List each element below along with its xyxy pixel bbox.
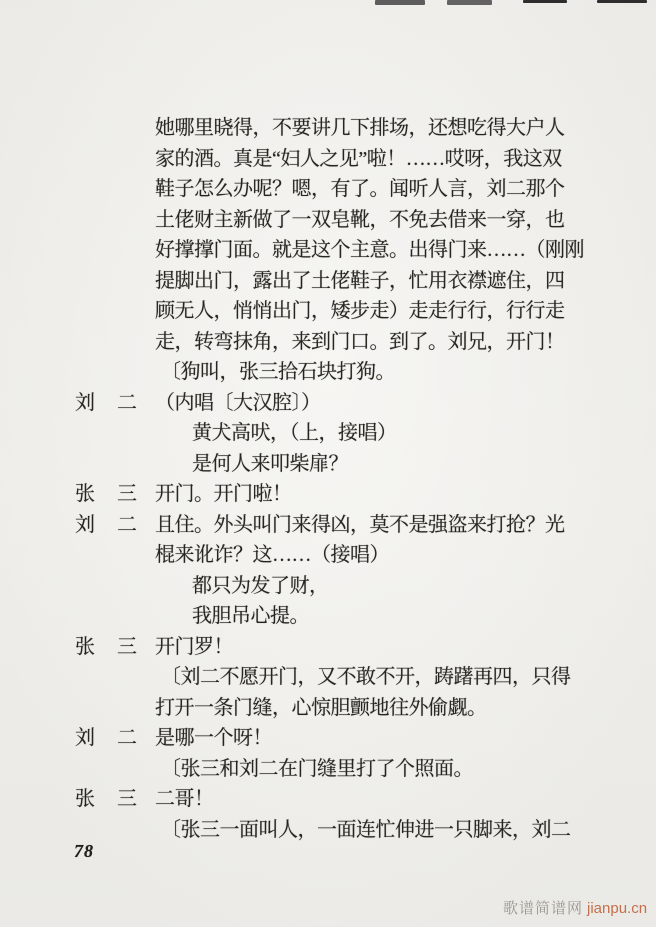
script-line [0,540,656,571]
line-text: 且住。外头叫门来得凶，莫不是强盗来打抢？光 [155,513,565,536]
script-line [0,266,656,297]
speaker-name-char: 张 [75,788,95,810]
script-line [0,327,656,358]
dialogue-line [0,510,656,541]
speaker-name-char: 张 [75,483,95,505]
line-text: 是哪一个呀！ [155,727,272,749]
watermark-site-url: jianpu.cn [587,900,648,917]
script-line [0,174,656,205]
line-text: 是何人来叩柴扉？ [192,452,348,475]
line-text: 〔刘二不愿开门，又不敢不开，踌躇再四，只得 [161,666,571,688]
line-text: 家的酒。真是“妇人之见”啦！……哎呀，我这双 [155,147,562,170]
dialogue-line [0,388,656,419]
line-text: 走，转弯抹角，来到门口。到了。刘兄，开门！ [155,330,565,353]
line-text: 二哥！ [155,788,214,810]
speaker-name-char: 二 [117,391,137,414]
line-text: 打开一条门缝，心惊胆颤地往外偷觑。 [155,696,487,719]
line-text: 〔狗叫，张三拾石块打狗。 [161,361,395,383]
speaker-name-char: 张 [75,635,95,658]
speaker-name-char: 二 [117,513,137,536]
line-text: 都只为发了财， [192,574,329,597]
line-text: 好撑撑门面。就是这个主意。出得门来……（刚刚 [155,239,584,261]
dialogue-line [0,632,656,663]
script-line [0,205,656,236]
cropped-header-mark [447,0,492,5]
line-text: 土佬财主新做了一双皂靴，不免去借来一穿，也 [155,208,565,231]
sung-verse-line [0,571,656,602]
speaker-name-char: 刘 [75,727,95,749]
speaker-name-char: 刘 [75,513,95,536]
script-line [0,693,656,724]
sung-verse-line [0,418,656,449]
speaker-name-char: 刘 [75,391,95,414]
line-text: 提脚出门，露出了土佬鞋子，忙用衣襟遮住，四 [155,269,565,292]
speaker-name-char: 三 [117,635,137,658]
line-text: 鞋子怎么办呢？嗯，有了。闻听人言，刘二那个 [155,178,565,200]
script-text-block [0,113,656,845]
dialogue-line [0,784,656,815]
page-number: 78 [74,841,94,861]
line-text: 棍来讹诈？这……（接唱） [155,544,389,566]
watermark-site-name: 歌谱简谱网 [503,900,584,917]
stage-direction-line [0,815,656,846]
watermark [503,899,647,919]
stage-direction-line [0,754,656,785]
line-text: 〔张三和刘二在门缝里打了个照面。 [161,757,473,780]
stage-direction-line [0,662,656,693]
line-text: （内唱〔大汉腔〕） [155,391,321,414]
script-line [0,296,656,327]
cropped-header-mark [597,0,647,3]
sung-verse-line [0,601,656,632]
script-line [0,144,656,175]
speaker-name-char: 三 [117,483,137,505]
line-text: 开门罗！ [155,635,233,658]
line-text: 她哪里晓得，不要讲几下排场，还想吃得大户人 [155,117,565,139]
line-text: 我胆吊心提。 [192,605,309,627]
sung-verse-line [0,449,656,480]
dialogue-line [0,479,656,510]
stage-direction-line [0,357,656,388]
speaker-name-char: 三 [117,788,137,810]
line-text: 黄犬高吠，（上，接唱） [192,422,397,444]
line-text: 〔张三一面叫人，一面连忙伸进一只脚来，刘二 [161,818,571,841]
dialogue-line [0,723,656,754]
cropped-header-mark [375,0,425,5]
script-line [0,235,656,266]
line-text: 顾无人，悄悄出门，矮步走）走走行行，行行走 [155,300,565,322]
script-line [0,113,656,144]
cropped-header-mark [523,0,567,3]
line-text: 开门。开门啦！ [155,483,292,505]
speaker-name-char: 二 [117,727,137,749]
